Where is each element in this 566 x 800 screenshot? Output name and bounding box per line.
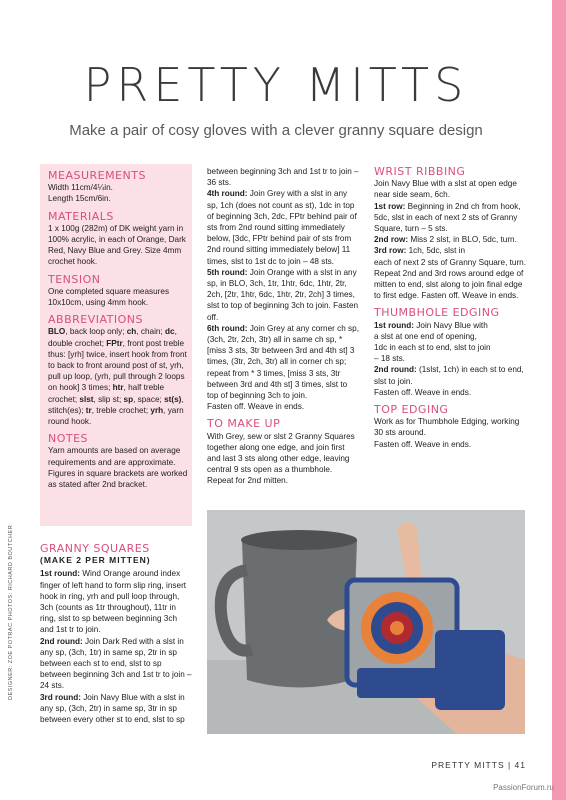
- round-1-text: 1st round: Wind Orange around index finger of left hand to form slip ring, insert hook in ring, yrh and pull loop through, 3ch (counts as 1tr throughout), 11tr in ring, slst to sp between beginning 3ch and 1st tr to join.: [40, 569, 187, 635]
- wrist-intro: Join Navy Blue with a slst at open edge near side seam, 6ch.: [374, 179, 517, 200]
- round-3-text: 3rd round: Join Navy Blue with a slst in any sp, (3ch, 2tr) in same sp, 3tr in sp between every other st to end, slst to sp: [40, 692, 185, 725]
- top-edging-end: Fasten off. Weave in ends.: [374, 439, 472, 449]
- granny-squares-section: [40, 543, 192, 725]
- make-up-text: With Grey, sew or slst 2 Granny Squares together along one edge, and join first and last 3 sts along other edge, leaving central 9 sts open as a thumbhole.: [207, 431, 355, 475]
- wrist-ribbing-heading: WRIST RIBBING: [374, 165, 466, 178]
- pink-edge-strip: [552, 0, 566, 800]
- measurements-width: Width 11cm/4¼in.: [48, 183, 113, 193]
- wrist-row-3: 3rd row: 1ch, 5dc, slst in: [374, 246, 466, 256]
- notes-heading: NOTES: [48, 432, 89, 446]
- thumbhole-round-1-d: – 18 sts.: [374, 354, 405, 364]
- measurements-length: Length 15cm/6in.: [48, 194, 111, 204]
- round-5-text: 5th round: Join Orange with a slst in any sp, in BLO, 3ch, 1tr, 1htr, 6dc, 1htr, 2tr, 2ch, [2tr, 1htr, 6dc, 1htr, 2tr, 2ch] 3 times, slst to top of beginning 3ch to join. Fasten off.: [207, 267, 359, 322]
- thumbhole-round-1: 1st round: Join Navy Blue with: [374, 320, 488, 330]
- wrist-row-1: 1st row: Beginning in 2nd ch from hook, 5dc, slst in each of next 2 sts of Granny Square, turn – 5 sts.: [374, 201, 521, 234]
- middle-column: [207, 166, 359, 487]
- watermark: PassionForum.ru: [493, 783, 554, 792]
- info-column: [48, 170, 188, 490]
- wrist-row-3-cont: each of next 2 sts of Granny Square, turn. Repeat 2nd and 3rd rows around edge of mitten to end, slst along to join final edge to first edge. Fasten off. Weave in ends.: [374, 257, 527, 301]
- thumbhole-heading: THUMBHOLE EDGING: [374, 306, 500, 320]
- tension-heading: TENSION: [48, 272, 101, 286]
- round-4-text: 4th round: Join Grey with a slst in any sp, 1ch (does not count as st), 1dc in top of beginning 3ch, 2dc, FPtr behind pair of sts from 2nd round sitting immediately below, [3dc, FPtr behind pair of sts from 2nd round sitting immediately below] 11 times, slst to 1st dc to join – 48 sts.: [207, 189, 357, 266]
- abbreviations-text: BLO, back loop only; ch, chain; dc, double crochet; FPtr, front post treble thus: [yrh] twice, insert hook from front to back to front around post of st, yrh, pull up loop, (yrh, pull through 2 loops on hook] 3 times; htr, half treble crochet; slst, slip st; sp, space; st(s), stitch(es); tr, treble crochet; yrh, yarn round hook.: [48, 327, 187, 427]
- granny-squares-heading: GRANNY SQUARES: [40, 542, 150, 555]
- photo-credit: DESIGNER: ZOE POTRAC PHOTOS: RICHARD BOUTCHER: [8, 524, 14, 700]
- top-edging-text: Work as for Thumbhole Edging, working 30 sts around.: [374, 417, 520, 438]
- thumbhole-round-1-b: a slst at one end of opening,: [374, 331, 477, 341]
- page-footer: PRETTY MITTS | 41: [431, 760, 526, 770]
- materials-heading: MATERIALS: [48, 209, 114, 223]
- right-column: [374, 166, 526, 450]
- granny-squares-subheading: (MAKE 2 PER MITTEN): [40, 555, 151, 566]
- materials-text: 1 x 100g (282m) of DK weight yarn in 100% acrylic, in each of Orange, Dark Red, Navy Blue and Grey. Size 4mm crochet hook.: [48, 223, 186, 267]
- notes-text: Yarn amounts are based on average requirements and are approximate. Figures in square brackets are worked as stated after 2nd bracket.: [48, 446, 188, 490]
- tension-text: One completed square measures 10x10cm, using 4mm hook.: [48, 286, 170, 308]
- round-2-text: 2nd round: Join Dark Red with a slst in any sp, (3ch, 1tr) in same sp, 2tr in sp between each st to end, slst to sp between beginning 3ch and 1st tr to join – 24 sts.: [40, 636, 192, 691]
- thumbhole-round-1-c: 1dc in each st to end, slst to join: [374, 343, 491, 353]
- thumbhole-end: Fasten off. Weave in ends.: [374, 387, 472, 397]
- page-title: PRETTY MITTS: [83, 58, 469, 112]
- abbreviations-heading: ABBREVIATIONS: [48, 313, 143, 327]
- top-edging-heading: TOP EDGING: [374, 403, 449, 417]
- wrist-row-2: 2nd row: Miss 2 slst, in BLO, 5dc, turn.: [374, 235, 517, 245]
- page-subtitle: Make a pair of cosy gloves with a clever granny square design: [69, 122, 483, 139]
- round-6-end: Fasten off. Weave in ends.: [207, 402, 305, 412]
- thumbhole-round-2: 2nd round: (1slst, 1ch) in each st to end, slst to join.: [374, 365, 524, 386]
- mitten-photo: [207, 510, 525, 734]
- make-up-end: Repeat for 2nd mitten.: [207, 476, 289, 486]
- measurements-heading: MEASUREMENTS: [48, 169, 146, 182]
- make-up-heading: TO MAKE UP: [207, 417, 281, 431]
- round-6-text: 6th round: Join Grey at any corner ch sp, (3ch, 2tr, 2ch, 3tr) all in same ch sp, *[miss 3 sts, 3tr between 3rd and 4th st] 3 times, (3tr, 2ch, 3tr) all in corner ch sp; repeat from * 3 times, [miss 3 sts, 3tr between 3rd and 4th st] 3 times, slst to top of beginning 3ch to join.: [207, 323, 359, 401]
- mitten-photo-illustration: [207, 510, 525, 734]
- round-3-continued: between beginning 3ch and 1st tr to join – 36 sts.: [207, 167, 359, 188]
